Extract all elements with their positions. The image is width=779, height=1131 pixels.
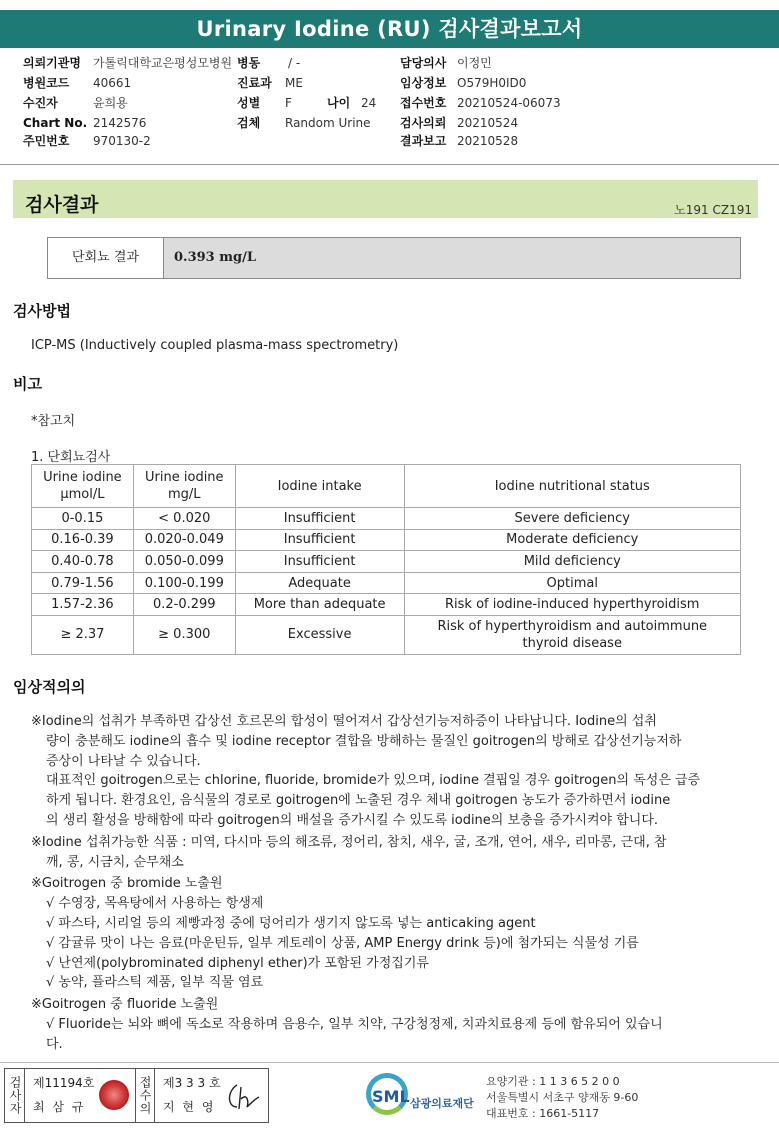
dept-label: 진료과 xyxy=(237,76,272,90)
cell-umol: 0.16-0.39 xyxy=(32,529,134,551)
accession-label: 접수번호 xyxy=(400,96,447,110)
specimen-value: Random Urine xyxy=(285,116,371,130)
p4-line: 다. xyxy=(46,1036,63,1052)
org-address: 서울특별시 서초구 양재동 9-60 xyxy=(486,1091,639,1104)
cell-intake: Insufficient xyxy=(235,529,404,551)
inspector-label: 검사자 xyxy=(5,1069,25,1122)
cell-mg: 0.050-0.099 xyxy=(133,551,235,573)
clinical-value: O579H0ID0 xyxy=(457,76,527,90)
cell-umol: 0-0.15 xyxy=(32,508,134,530)
p1-line: 량이 충분해도 iodine의 흡수 및 iodine receptor 결합을 방해하는 물질인 goitrogen의 방해로 갑상선기능저하 xyxy=(46,733,682,749)
info-row-5 xyxy=(0,132,779,150)
signature-icon xyxy=(223,1081,263,1113)
ward-label: 병동 xyxy=(237,56,261,70)
p1-line: 의 생리 활성을 방해함에 따라 goitrogen의 배설을 증가시킬 수 있도록 iodine의 보충을 증가시켜야 합니다. xyxy=(46,812,659,828)
inspector-no: 제11194호 xyxy=(33,1076,95,1090)
table-header-row xyxy=(32,465,741,508)
result-label: 단회뇨 결과 xyxy=(48,238,164,278)
org-address-block xyxy=(486,1074,638,1122)
list-item: √ 농약, 플라스틱 제품, 일부 직물 염료 xyxy=(46,975,264,991)
cell-umol: 0.79-1.56 xyxy=(32,572,134,594)
footer xyxy=(0,1065,779,1131)
list-item: √ 감귤류 맛이 나는 음료(마운틴듀, 일부 게토레이 상품, AMP Energy drink 등)에 첨가되는 식물성 기름 xyxy=(46,935,639,951)
info-row-1 xyxy=(0,54,779,72)
cell-mg: 0.100-0.199 xyxy=(133,572,235,594)
cell-umol: 0.40-0.78 xyxy=(32,551,134,573)
method-text: ICP-MS (Inductively coupled plasma-mass spectrometry) xyxy=(31,338,399,353)
request-value: 20210524 xyxy=(457,116,519,130)
remarks-heading: 비고 xyxy=(13,375,42,393)
cell-mg: 0.2-0.299 xyxy=(133,594,235,616)
code-label: 병원코드 xyxy=(23,76,70,90)
cell-intake: Excessive xyxy=(235,615,404,654)
cell-mg: < 0.020 xyxy=(133,508,235,530)
cell-intake: Insufficient xyxy=(235,551,404,573)
cell-status: Severe deficiency xyxy=(404,508,741,530)
org-code: 요양기관 : 1 1 3 6 5 2 0 0 xyxy=(486,1075,620,1088)
accession-value: 20210524-06073 xyxy=(457,96,561,110)
p1-line: 대표적인 goitrogen으로는 chlorine, fluoride, bromide가 있으며, iodine 결핍일 경우 goitrogen의 독성은 급증 xyxy=(46,773,701,789)
header-umol: Urine iodine μmol/L xyxy=(32,465,134,508)
p4-title: ※Goitrogen 중 fluoride 노출원 xyxy=(31,997,219,1013)
sex-label: 성별 xyxy=(237,96,261,110)
cell-mg: ≥ 0.300 xyxy=(133,615,235,654)
list-item: √ 수영장, 목욕탕에서 사용하는 항생제 xyxy=(46,896,264,912)
test-code: 노191 CZ191 xyxy=(674,203,752,217)
info-row-3 xyxy=(0,94,779,112)
logo-name: 삼광의료재단 xyxy=(410,1097,474,1110)
report-title: Urinary Iodine (RU) 검사결과보고서 xyxy=(0,10,779,48)
clinical-label: 임상정보 xyxy=(400,76,447,90)
result-heading: 검사결과 xyxy=(25,194,99,216)
p2-line: ※Iodine 섭취가능한 식품 : 미역, 다시마 등의 해조류, 정어리, 참치, 새우, 굴, 조개, 연어, 새우, 리마콩, 근대, 참 xyxy=(31,834,667,850)
doctor-value: 이정민 xyxy=(457,56,492,70)
request-label: 검사의뢰 xyxy=(400,116,447,130)
footer-divider xyxy=(0,1062,779,1063)
inspector-name: 최 삼 규 xyxy=(33,1100,86,1114)
seal-stamp xyxy=(99,1080,129,1110)
cell-status: Moderate deficiency xyxy=(404,529,741,551)
table-row xyxy=(32,529,741,551)
cell-status: Risk of hyperthyroidism and autoimmune thyroid disease xyxy=(404,615,741,654)
approver-name: 지 현 영 xyxy=(163,1100,216,1114)
cell-intake: Adequate xyxy=(235,572,404,594)
signature-box xyxy=(4,1068,269,1123)
collector-label: 수진자 xyxy=(23,96,58,110)
header-intake: Iodine intake xyxy=(235,465,404,508)
age-label: 나이 xyxy=(327,96,351,110)
p4-line: √ Fluoride는 뇌와 뼈에 독소로 작용하며 음용수, 일부 치약, 구강청정제, 치과치료용제 등에 함유되어 있습니 xyxy=(46,1016,663,1032)
p3-title: ※Goitrogen 중 bromide 노출원 xyxy=(31,876,223,892)
age-value: 24 xyxy=(361,96,377,110)
approver-no: 제3 3 3 호 xyxy=(163,1076,221,1090)
header-status: Iodine nutritional status xyxy=(404,465,741,508)
logo-short: SML xyxy=(372,1087,410,1106)
hospital-value: 가톨릭대학교은평성모병원 xyxy=(93,56,233,70)
method-heading: 검사방법 xyxy=(13,302,71,320)
reference-table xyxy=(31,464,741,655)
list-item: √ 난연제(polybrominated diphenyl ether)가 포함된 가정집기류 xyxy=(46,955,429,971)
report-value: 20210528 xyxy=(457,134,519,148)
hospital-label: 의뢰기관명 xyxy=(23,56,81,70)
table-row xyxy=(32,615,741,654)
doctor-label: 담당의사 xyxy=(400,56,447,70)
collector-value: 윤희용 xyxy=(93,96,128,110)
report-label: 결과보고 xyxy=(400,134,447,148)
cell-status: Optimal xyxy=(404,572,741,594)
chart-value: 2142576 xyxy=(93,116,147,130)
ref-note: *참고치 xyxy=(31,414,76,429)
p1-line: ※Iodine의 섭취가 부족하면 갑상선 호르몬의 합성이 떨어져서 갑상선기능저하증이 나타납니다. Iodine의 섭취 xyxy=(31,714,657,729)
cell-mg: 0.020-0.049 xyxy=(133,529,235,551)
table-row xyxy=(32,572,741,594)
result-box xyxy=(47,237,741,279)
table-row xyxy=(32,508,741,530)
dept-value: ME xyxy=(285,76,303,90)
table-title: 1. 단회뇨검사 xyxy=(31,450,111,465)
clinical-heading: 임상적의의 xyxy=(13,678,86,696)
info-row-2 xyxy=(0,74,779,92)
rrn-value: 970130-2 xyxy=(93,134,151,148)
info-row-4 xyxy=(0,114,779,132)
patient-info xyxy=(0,54,779,154)
cell-intake: Insufficient xyxy=(235,508,404,530)
specimen-label: 검체 xyxy=(237,116,261,130)
sex-value: F xyxy=(285,96,292,110)
cell-status: Mild deficiency xyxy=(404,551,741,573)
rrn-label: 주민번호 xyxy=(23,134,70,148)
p1-line: 증상이 나타날 수 있습니다. xyxy=(46,753,201,769)
table-row xyxy=(32,551,741,573)
sml-logo xyxy=(366,1073,481,1118)
divider xyxy=(0,164,779,165)
p2-line: 깨, 콩, 시금치, 순무채소 xyxy=(46,854,184,870)
table-row xyxy=(32,594,741,616)
result-section-header xyxy=(13,180,758,218)
cell-umol: ≥ 2.37 xyxy=(32,615,134,654)
cell-intake: More than adequate xyxy=(235,594,404,616)
code-value: 40661 xyxy=(93,76,132,90)
cell-umol: 1.57-2.36 xyxy=(32,594,134,616)
header-mg: Urine iodine mg/L xyxy=(133,465,235,508)
approver-label: 접수의 xyxy=(135,1069,155,1122)
clinical-text xyxy=(31,712,731,1055)
org-phone: 대표번호 : 1661-5117 xyxy=(486,1107,600,1120)
p1-line: 하게 됩니다. 환경요인, 음식물의 경로로 goitrogen에 노출된 경우 체내 goitrogen 농도가 증가하면서 iodine xyxy=(46,793,671,809)
result-value: 0.393 mg/L xyxy=(164,238,740,278)
chart-label: Chart No. xyxy=(23,116,88,130)
ward-value: / - xyxy=(288,56,301,70)
cell-status: Risk of iodine-induced hyperthyroidism xyxy=(404,594,741,616)
list-item: √ 파스타, 시리얼 등의 제빵과정 중에 덩어리가 생기지 않도록 넣는 anticaking agent xyxy=(46,915,536,931)
